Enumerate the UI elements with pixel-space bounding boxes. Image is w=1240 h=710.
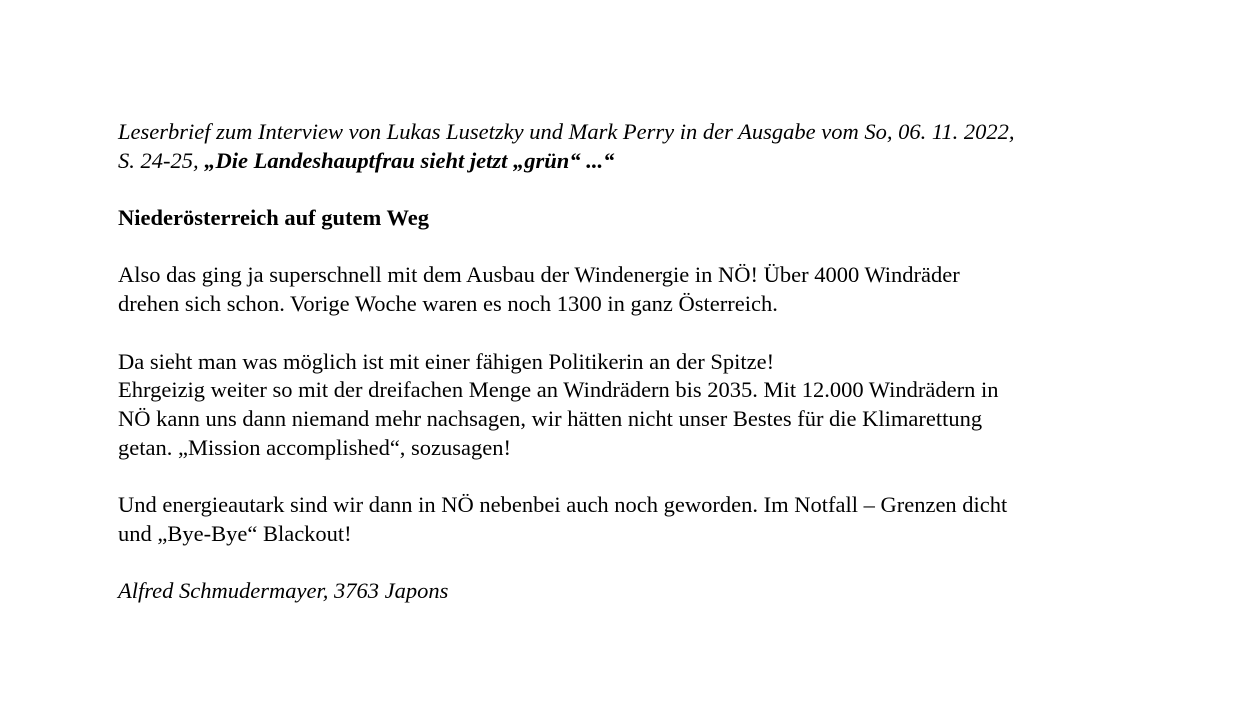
intro-reference: S. 24-25, [118, 147, 205, 173]
paragraph-2-line-1: Da sieht man was möglich ist mit einer fähigen Politikerin an der Spitze! [118, 348, 775, 374]
paragraph-3-line-2: und „Bye-Bye“ Blackout! [118, 520, 352, 546]
paragraph-1-line-1: Also das ging ja superschnell mit dem Ausbau der Windenergie in NÖ! Über 4000 Windräder [118, 262, 960, 288]
spacer [118, 233, 1128, 262]
spacer [118, 319, 1128, 348]
paragraph-1 [118, 261, 1128, 318]
spacer [118, 175, 1128, 204]
letter-signature: Alfred Schmudermayer, 3763 Japons [118, 578, 449, 604]
paragraph-3-line-1: Und energieautark sind wir dann in NÖ nebenbei auch noch geworden. Im Notfall – Grenzen dicht [118, 492, 1008, 518]
paragraph-2 [118, 348, 1128, 463]
paragraph-2-line-4: getan. „Mission accomplished“, sozusagen! [118, 434, 512, 460]
letter-page [118, 118, 1128, 606]
paragraph-3 [118, 491, 1128, 548]
intro-line-2 [118, 147, 1128, 176]
spacer [118, 462, 1128, 491]
paragraph-2-line-2: Ehrgeizig weiter so mit der dreifachen Menge an Windrädern bis 2035. Mit 12.000 Windrädern in [118, 377, 999, 403]
paragraph-1-line-2: drehen sich schon. Vorige Woche waren es noch 1300 in ganz Österreich. [118, 291, 778, 317]
paragraph-2-line-3: NÖ kann uns dann niemand mehr nachsagen, wir hätten nicht unser Bestes für die Klimarettung [118, 405, 983, 431]
letter-intro [118, 118, 1128, 175]
spacer [118, 548, 1128, 577]
letter-headline: Niederösterreich auf gutem Weg [118, 205, 429, 231]
intro-line-1: Leserbrief zum Interview von Lukas Lusetzky und Mark Perry in der Ausgabe vom So, 06. 11. 2022, [118, 119, 1015, 144]
interview-title: „Die Landeshauptfrau sieht jetzt „grün“ ...“ [204, 147, 615, 173]
